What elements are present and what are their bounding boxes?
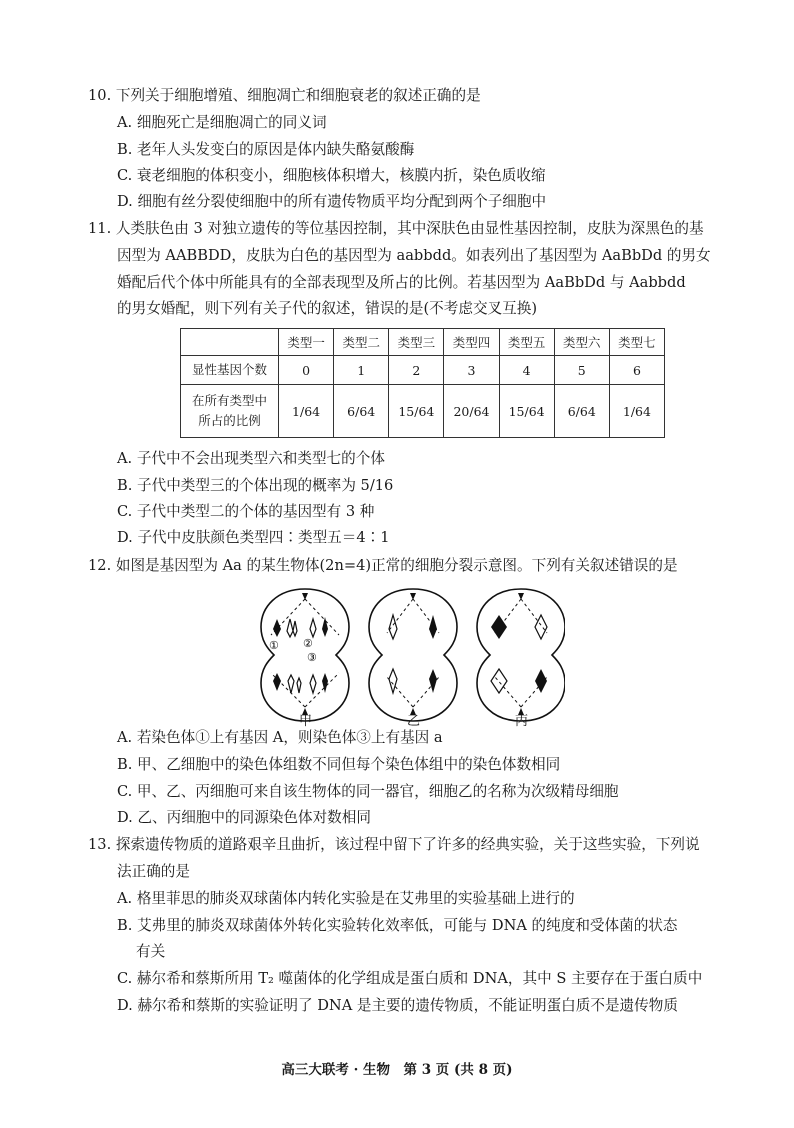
cell-membrane	[261, 589, 349, 721]
chromosome	[310, 675, 316, 693]
q11-stem-line3: 婚配后代个体中所能具有的全部表现型及所占的比例。若基因型为 AaBbDd 与 Aabbdd	[117, 274, 686, 291]
chromosome	[322, 617, 328, 637]
q13-stem-line1: 13. 探索遗传物质的道路艰辛且曲折，该过程中留下了许多的经典实验，关于这些实验，下列说	[88, 836, 700, 853]
chromosome	[310, 619, 316, 637]
q13-option-b-line1: B. 艾弗里的肺炎双球菌体外转化实验转化效率低，可能与 DNA 的纯度和受体菌的状态	[117, 917, 678, 934]
q12-option-b: B. 甲、乙细胞中的染色体组数不同但每个染色体组中的染色体数相同	[117, 756, 561, 773]
q10-option-c: C. 衰老细胞的体积变小，细胞核体积增大，核膜内折，染色质收缩	[117, 167, 546, 184]
q10-option-d: D. 细胞有丝分裂使细胞中的所有遗传物质平均分配到两个子细胞中	[117, 193, 547, 210]
chromosome-mark: ③	[307, 651, 317, 664]
q11-option-a: A. 子代中不会出现类型六和类型七的个体	[117, 450, 385, 467]
q11-stem-line1: 11. 人类肤色由 3 对独立遗传的等位基因控制，其中深肤色由显性基因控制，皮肤为深黑色的基	[88, 220, 704, 237]
table-cell: 6	[609, 356, 664, 385]
row-label-line: 在所有类型中	[191, 393, 267, 408]
centrosome	[518, 593, 524, 600]
q11-stem-line4: 的男女婚配，则下列有关子代的叙述，错误的是(不考虑交叉互换)	[117, 300, 538, 317]
table-cell: 6/64	[334, 385, 389, 438]
table-header-cell: 类型六	[554, 329, 609, 356]
q13-option-c: C. 赫尔希和蔡斯所用 T₂ 噬菌体的化学组成是蛋白质和 DNA，其中 S 主要存在于蛋白质中	[117, 970, 703, 987]
chromosome	[322, 673, 328, 693]
chromosome	[389, 669, 397, 693]
table-cell: 20/64	[444, 385, 499, 438]
centrosome	[410, 593, 416, 600]
table-header-row	[181, 329, 665, 356]
table-header-cell: 类型二	[334, 329, 389, 356]
q12-option-c: C. 甲、乙、丙细胞可来自该生物体的同一器官，细胞乙的名称为次级精母细胞	[117, 783, 619, 800]
page-footer: 高三大联考 · 生物 第 3 页 (共 8 页)	[281, 1062, 513, 1078]
cell-jia	[261, 589, 349, 721]
table-cell: 1/64	[279, 385, 334, 438]
chromosome	[287, 619, 297, 637]
table-header-cell: 类型一	[279, 329, 334, 356]
centrosome	[302, 593, 308, 600]
chromosome	[429, 615, 437, 639]
spindle-fiber	[271, 599, 339, 707]
q13-stem-line2: 法正确的是	[117, 863, 190, 880]
table-cell: 6/64	[554, 385, 609, 438]
table-header-cell: 类型三	[389, 329, 444, 356]
chromosome-mark: ②	[303, 637, 313, 650]
q10-option-a: A. 细胞死亡是细胞凋亡的同义词	[117, 114, 327, 131]
chromosome	[389, 615, 397, 639]
q11-option-d: D. 子代中皮肤颜色类型四∶类型五＝4∶1	[117, 529, 390, 546]
table-corner-cell	[181, 329, 279, 356]
table-cell: 15/64	[389, 385, 444, 438]
row-label: 显性基因个数	[181, 356, 279, 385]
row-label-line: 所占的比例	[198, 413, 261, 428]
chromosome	[535, 615, 547, 639]
chromosome-mark: ①	[269, 639, 279, 652]
table-cell: 0	[279, 356, 334, 385]
q13-option-d: D. 赫尔希和蔡斯的实验证明了 DNA 是主要的遗传物质，不能证明蛋白质不是遗传物质	[117, 997, 678, 1014]
cell-yi	[369, 589, 457, 721]
figure-label-bing: 丙	[515, 714, 529, 729]
cell-membrane	[477, 589, 565, 721]
phenotype-table	[180, 328, 665, 438]
figure-label-jia: 甲	[299, 714, 313, 729]
q13-option-a: A. 格里菲思的肺炎双球菌体内转化实验是在艾弗里的实验基础上进行的	[117, 890, 575, 907]
q10-option-b: B. 老年人头发变白的原因是体内缺失酪氨酸酶	[117, 141, 415, 158]
table-row	[181, 385, 665, 438]
table-cell: 15/64	[499, 385, 554, 438]
q10-stem: 10. 下列关于细胞增殖、细胞凋亡和细胞衰老的叙述正确的是	[88, 87, 481, 104]
spindle-fiber	[495, 599, 547, 707]
chromosome	[429, 669, 437, 693]
chromosome	[491, 669, 507, 693]
chromosome	[273, 619, 281, 637]
table-cell: 4	[499, 356, 554, 385]
figure-label-yi: 乙	[407, 714, 421, 729]
q13-option-b-line2: 有关	[136, 943, 166, 960]
q11-option-c: C. 子代中类型二的个体的基因型有 3 种	[117, 503, 375, 520]
q12-option-a: A. 若染色体①上有基因 A，则染色体③上有基因 a	[117, 729, 443, 746]
table-header-cell: 类型七	[609, 329, 664, 356]
cell-division-figure	[255, 585, 565, 725]
chromosome	[535, 669, 547, 693]
cell-membrane	[369, 589, 457, 721]
table-row	[181, 356, 665, 385]
spindle-fiber	[387, 599, 439, 707]
row-label	[181, 385, 279, 438]
chromosome	[491, 615, 507, 639]
table-header-cell: 类型四	[444, 329, 499, 356]
q11-stem-line2: 因型为 AABBDD，皮肤为白色的基因型为 aabbdd。如表列出了基因型为 AaBbDd 的男女	[117, 247, 711, 264]
q12-stem: 12. 如图是基因型为 Aa 的某生物体(2n=4)正常的细胞分裂示意图。下列有关叙述错误的是	[88, 557, 678, 574]
table-cell: 3	[444, 356, 499, 385]
table-cell: 1/64	[609, 385, 664, 438]
chromosome	[288, 675, 301, 693]
cell-bing	[477, 589, 565, 721]
table-header-cell: 类型五	[499, 329, 554, 356]
table-cell: 5	[554, 356, 609, 385]
table-cell: 2	[389, 356, 444, 385]
q11-option-b: B. 子代中类型三的个体出现的概率为 5/16	[117, 477, 394, 494]
table-cell: 1	[334, 356, 389, 385]
q12-option-d: D. 乙、丙细胞中的同源染色体对数相同	[117, 809, 371, 826]
